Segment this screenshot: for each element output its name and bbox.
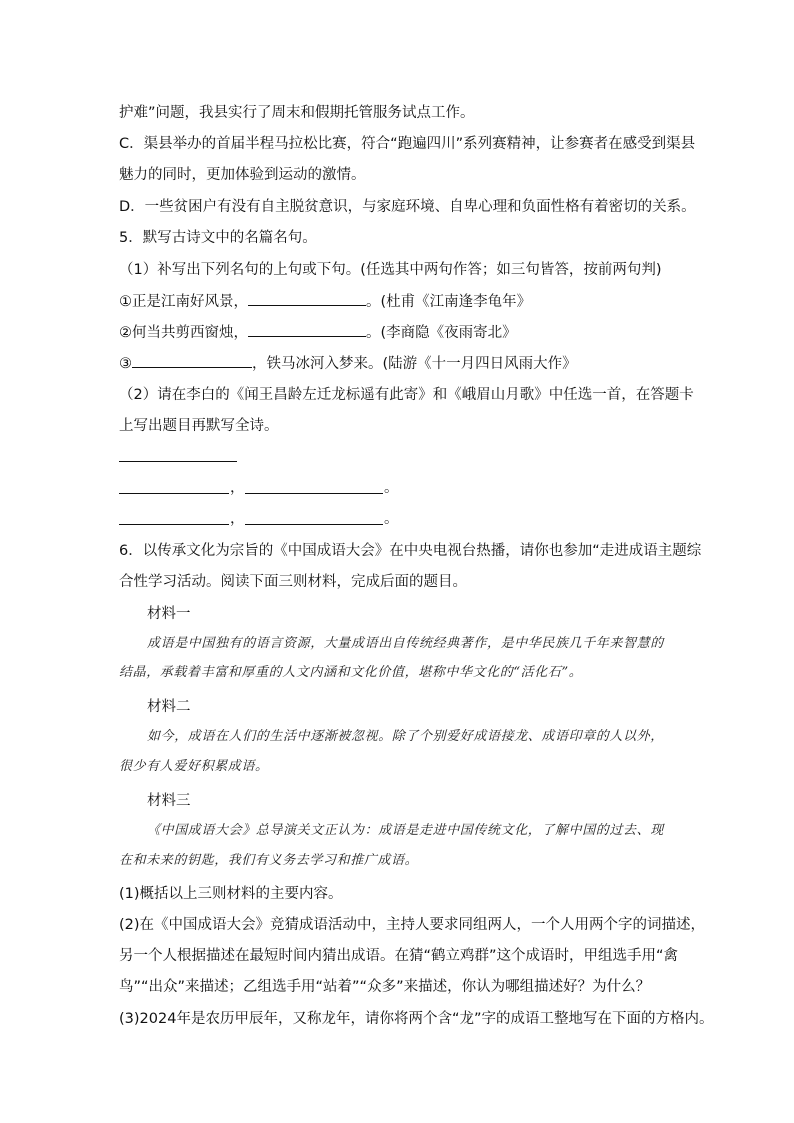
sub-question-2-line-2: 另一个人根据描述在最短时间内猜出成语。在猜“鹤立鸡群”这个成语时，甲组选手用“禽 [119,948,679,964]
sub-question-2-line-1: (2)在《中国成语大会》竞猜成语活动中，主持人要求同组两人，一个人用两个字的词描述， [119,917,706,933]
material-3-title: 材料三 [147,793,191,809]
poem-title-blank[interactable] [119,461,237,462]
question-5-part-2-line-2: 上写出题目再默写全诗。 [119,418,279,434]
fill-item-3 [119,353,577,374]
fill-item-3-prefix: ③ [119,356,132,372]
fill-item-2 [119,322,517,343]
option-c-line-1: C．渠县举办的首届半程马拉松比赛，符合“跑遍四川”系列赛精神，让参赛者在感受到渠县 [119,136,696,152]
text-line: 护难”问题，我县实行了周末和假期托管服务试点工作。 [119,105,475,121]
comma-2: ， [230,511,245,527]
poem-blank-2a[interactable] [119,524,229,525]
material-2-line-2: 很少有人爱好积累成语。 [119,759,269,774]
answer-blank-1[interactable] [248,291,366,306]
answer-blank-2[interactable] [248,322,366,337]
material-3-line-1: 《中国成语大会》总导演关文正认为：成语是走进中国传统文化，了解中国的过去、现 [147,823,664,838]
fill-item-3-source: ，铁马冰河入梦来。(陆游《十一月四日风雨大作》 [252,356,577,372]
material-2-line-1: 如今，成语在人们的生活中逐渐被忽视。除了个别爱好成语接龙、成语印章的人以外， [147,729,664,744]
answer-blank-3[interactable] [132,353,252,368]
poem-blank-2b[interactable] [245,524,383,525]
fill-item-1-prefix: ①正是江南好风景， [119,294,248,310]
material-1-line-1: 成语是中国独有的语言资源，大量成语出自传统经典著作，是中华民族几千年来智慧的 [147,636,664,651]
material-3-line-2: 在和未来的钥匙，我们有义务去学习和推广成语。 [119,853,419,868]
option-d-line: D．一些贫困户有没有自主脱贫意识，与家庭环境、自卑心理和负面性格有着密切的关系。 [119,199,696,215]
question-6-line-1: 6．以传承文化为宗旨的《中国成语大会》在中央电视台热播，请你也参加“走进成语主题综 [119,543,702,559]
poem-blank-1b[interactable] [245,493,383,494]
question-5-title: 5．默写古诗文中的名篇名句。 [119,230,317,246]
fill-item-1 [119,291,531,312]
comma-1: ， [230,480,245,496]
sub-question-2-line-3: 鸟”“出众”来描述；乙组选手用“站着”“众多”来描述，你认为哪组描述好？为什么？ [119,979,651,995]
period-2: 。 [384,511,399,527]
question-6-line-2: 合性学习活动。阅读下面三则材料，完成后面的题目。 [119,574,467,590]
material-1-line-2: 结晶，承载着丰富和厚重的人文内涵和文化价值，堪称中华文化的“活化石”。 [119,665,583,680]
fill-item-1-source: 。(杜甫《江南逢李龟年》 [366,294,532,310]
material-2-title: 材料二 [147,699,191,715]
question-5-part-2-line-1: （2）请在李白的《闻王昌龄左迁龙标遥有此寄》和《峨眉山月歌》中任选一首，在答题卡 [119,387,694,403]
fill-item-2-prefix: ②何当共剪西窗烛， [119,325,248,341]
sub-question-1: (1)概括以上三则材料的主要内容。 [119,886,343,902]
poem-blank-1a[interactable] [119,493,229,494]
material-1-title: 材料一 [147,606,191,622]
sub-question-3: (3)2024年是农历甲辰年，又称龙年，请你将两个含“龙”字的成语工整地写在下面的方格内。 [119,1011,714,1027]
period-1: 。 [384,480,399,496]
fill-item-2-source: 。(李商隐《夜雨寄北》 [366,325,517,341]
option-c-line-2: 魅力的同时，更加体验到运动的激情。 [119,167,366,183]
question-5-part-1: （1）补写出下列名句的上句或下句。(任选其中两句作答；如三句皆答，按前两句判) [119,262,662,278]
